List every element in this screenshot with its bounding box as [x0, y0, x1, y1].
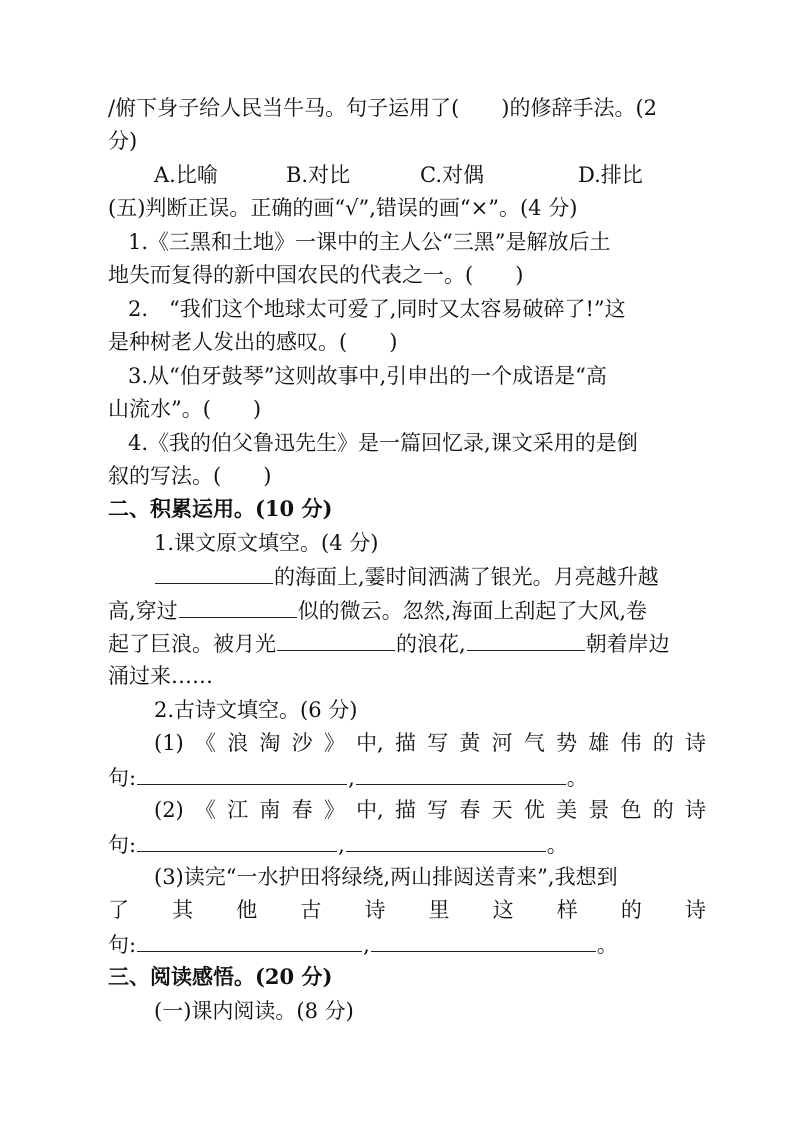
char: 诗 — [684, 731, 706, 755]
char: 的 — [620, 898, 642, 922]
judge-item-cont: 地失而复得的新中国农民的代表之一。( ) — [108, 263, 524, 287]
char: 雄 — [588, 731, 610, 755]
part-heading: 三、阅读感悟。(20 分) — [108, 964, 333, 989]
judge-item-cont: 山流水”。( ) — [108, 397, 262, 421]
char: 里 — [428, 898, 450, 922]
judge-item: 1.《三黑和土地》一课中的主人公“三黑”是解放后土 — [128, 230, 611, 254]
answer-blank[interactable] — [137, 829, 337, 852]
char: 南 — [259, 798, 281, 822]
char: 河 — [491, 731, 513, 755]
option-b[interactable]: B.对比 — [286, 163, 351, 187]
answer-blank[interactable] — [179, 595, 297, 618]
question-title: 1.课文原文填空。(4 分) — [154, 531, 379, 555]
fill-line — [108, 628, 708, 659]
part-heading: 二、积累运用。(10 分) — [108, 496, 333, 521]
judge-item: 4.《我的伯父鲁迅先生》是一篇回忆录,课文采用的是倒 — [128, 431, 638, 455]
char: 中, — [356, 731, 384, 755]
question-text: 分) — [108, 129, 138, 153]
char: (2) — [154, 798, 184, 822]
char: 天 — [491, 798, 513, 822]
judge-item-cont: 是种树老人发出的感叹。( ) — [108, 330, 398, 354]
fill-line — [108, 762, 708, 793]
fill-text: , — [338, 833, 345, 857]
options-row — [154, 160, 754, 190]
fill-text: 。 — [566, 766, 588, 790]
char: 《 — [194, 798, 216, 822]
char: 色 — [620, 798, 642, 822]
fill-text: 句: — [108, 833, 137, 857]
char: 气 — [523, 731, 545, 755]
answer-blank[interactable] — [371, 929, 596, 952]
judge-item-cont: 叙的写法。( ) — [108, 464, 272, 488]
answer-blank[interactable] — [467, 628, 585, 651]
char: 中, — [356, 798, 384, 822]
char: 写 — [427, 731, 449, 755]
char: 》 — [323, 798, 345, 822]
char: 这 — [492, 898, 514, 922]
char: 春 — [291, 798, 313, 822]
poem-question-3: (3)读完“一水护田将绿绕,两山排闼送青来”,我想到 — [154, 865, 618, 889]
char: (1) — [154, 731, 184, 755]
section-heading: (五)判断正误。正确的画“√”,错误的画“×”。(4 分) — [108, 196, 578, 220]
char: 美 — [556, 798, 578, 822]
fill-text: 朝着岸边 — [585, 632, 670, 656]
fill-text: 的浪花, — [396, 632, 466, 656]
fill-text: 起了巨浪。被月光 — [108, 632, 276, 656]
char: 描 — [394, 798, 416, 822]
question-text: /俯下身子给人民当牛马。句子运用了( )的修辞手法。(2 — [108, 96, 658, 120]
fill-line: 涌过来…… — [108, 664, 213, 688]
judge-item: 2. “我们这个地球太可爱了,同时又太容易破碎了!”这 — [128, 297, 626, 321]
poem-question-1 — [154, 728, 706, 758]
char: 江 — [227, 798, 249, 822]
char: 诗 — [684, 798, 706, 822]
fill-text: 高,穿过 — [108, 599, 178, 623]
char: 沙 — [291, 731, 313, 755]
answer-blank[interactable] — [277, 628, 395, 651]
option-d[interactable]: D.排比 — [578, 163, 643, 187]
char: 的 — [652, 798, 674, 822]
char: 优 — [523, 798, 545, 822]
char: 春 — [459, 798, 481, 822]
answer-blank[interactable] — [155, 561, 273, 584]
fill-text: 句: — [108, 933, 137, 957]
answer-blank[interactable] — [137, 762, 347, 785]
fill-text: , — [348, 766, 355, 790]
question-title: 2.古诗文填空。(6 分) — [154, 698, 358, 722]
char: 了 — [108, 898, 129, 922]
char: 》 — [323, 731, 345, 755]
char: 描 — [394, 731, 416, 755]
char: 淘 — [259, 731, 281, 755]
fill-line — [108, 829, 708, 860]
sub-heading: (一)课内阅读。(8 分) — [154, 999, 354, 1023]
fill-line — [154, 561, 754, 592]
char: 浪 — [227, 731, 249, 755]
char: 的 — [652, 731, 674, 755]
fill-text: 的海面上,霎时间洒满了银光。月亮越升越 — [274, 565, 659, 589]
char: 诗 — [364, 898, 386, 922]
char: 《 — [194, 731, 216, 755]
char: 黄 — [459, 731, 481, 755]
answer-blank[interactable] — [356, 762, 566, 785]
poem-question-3-cont — [108, 895, 706, 925]
char: 景 — [588, 798, 610, 822]
fill-text: , — [363, 933, 370, 957]
fill-text: 句: — [108, 766, 137, 790]
judge-item: 3.从“伯牙鼓琴”这则故事中,引申出的一个成语是“高 — [128, 364, 607, 388]
fill-text: 。 — [596, 933, 618, 957]
char: 其 — [172, 898, 194, 922]
char: 写 — [427, 798, 449, 822]
char: 势 — [556, 731, 578, 755]
fill-line — [108, 929, 708, 960]
poem-question-2 — [154, 795, 706, 825]
char: 样 — [556, 898, 578, 922]
answer-blank[interactable] — [346, 829, 546, 852]
char: 诗 — [684, 898, 706, 922]
fill-line — [108, 595, 708, 626]
fill-text: 。 — [546, 833, 568, 857]
char: 伟 — [620, 731, 642, 755]
fill-text: 似的微云。忽然,海面上刮起了大风,卷 — [297, 599, 648, 623]
option-c[interactable]: C.对偶 — [420, 163, 484, 187]
char: 他 — [236, 898, 258, 922]
answer-blank[interactable] — [137, 929, 362, 952]
char: 古 — [300, 898, 322, 922]
option-a[interactable]: A.比喻 — [154, 163, 218, 187]
